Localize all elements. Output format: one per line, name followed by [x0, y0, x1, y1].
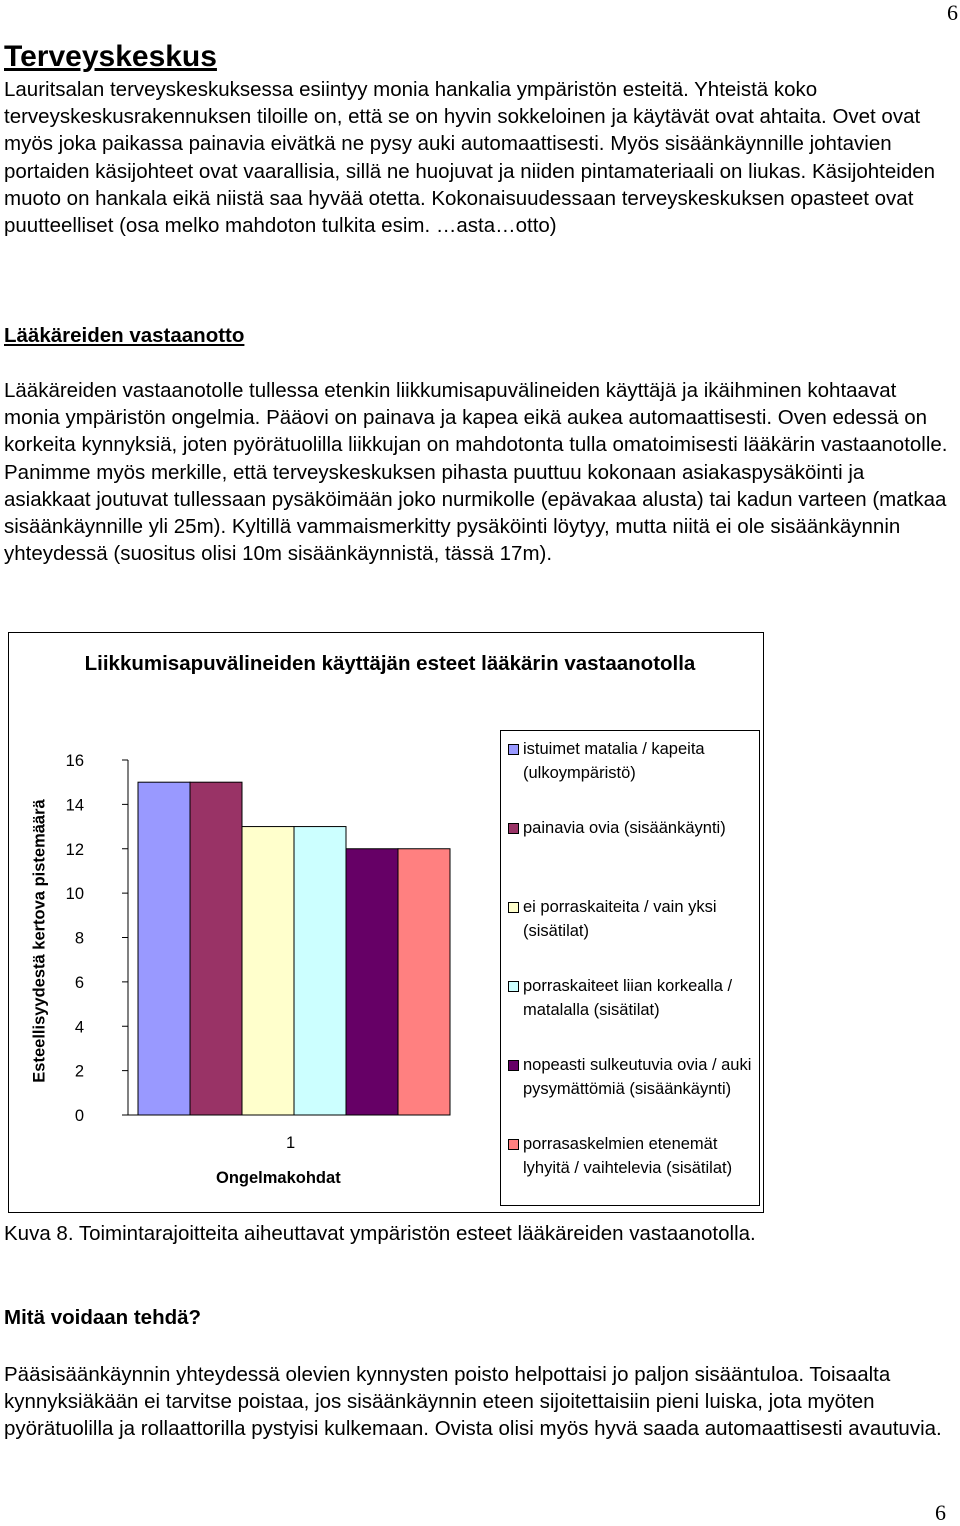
legend-label: nopeasti sulkeutuvia ovia / auki pysymättömiä (sisäänkäynti): [523, 1056, 752, 1098]
y-tick-label: 10: [65, 885, 84, 904]
legend-item: [508, 1053, 758, 1101]
chart-title: Liikkumisapuvälineiden käyttäjän esteet lääkärin vastaanotolla: [84, 652, 696, 675]
legend-item: [508, 816, 758, 840]
legend-item: [508, 974, 758, 1022]
legend-label: porraskaiteet liian korkealla / matalalla (sisätilat): [523, 977, 733, 1019]
legend-label: istuimet matalia / kapeita (ulkoympäristö): [523, 740, 705, 782]
section-paragraph: Lääkäreiden vastaanotolle tullessa etenkin liikkumisapuvälineiden käyttäjä ja ikäihminen kohtaavat monia ympäristön ongelmia. Pääovi on painava ja kapea eikä aukea automaattisesti. Oven edessä on korkeita kynnyksiä, joten pyörätuolilla liikkujan on mahdotonta tulla omatoimisesti lääkärin vastaanotolle. Panimme myös merkille, että terveyskeskuksen pihasta puuttuu kokonaan asiakaspysäköinti ja asiakkaat joutuvat tullessaan pysäköimään joko nurmikolle (epävakaa alusta) tai kadun varteen (matkaa sisäänkäynnille yli 25m). Kyltillä vammaismerkitty pysäköinti löytyy, mutta niitä ei ole sisäänkäynnin yhteydessä (suositus olisi 10m sisäänkäynnistä, tässä 17m).: [4, 379, 948, 566]
answer-paragraph: Pääsisäänkäynnin yhteydessä olevien kynnysten poisto helpottaisi jo paljon sisääntuloa. Toisaalta kynnyksiäkään ei tarvitse poistaa, jos sisäänkäynnin eteen sijoitettaisiin pieni luiska, jota myöten pyörätuolilla ja rollaattorilla pystyisi kulkemaan. Ovista olisi myös hyvä saada automaattisesti avautuvia.: [4, 1363, 942, 1441]
page-number-top: 6: [947, 0, 958, 25]
x-axis-title: Ongelmakohdat: [216, 1169, 341, 1187]
legend-swatch: [508, 823, 519, 834]
y-tick-label: 12: [65, 840, 84, 859]
legend-item: [508, 737, 758, 785]
intro-paragraph: Lauritsalan terveyskeskuksessa esiintyy monia hankalia ympäristön esteitä. Yhteistä koko terveyskeskusrakennuksen tiloille on, että se on hyvin sokkeloinen ja käytävät ovat ahtaita. Ovet ovat myös joka paikassa painavia eivätkä ne pysy auki automaattisesti. Myös sisäänkäynnille johtavien portaiden käsijohteet ovat vaarallisia, sillä ne huojuvat ja niiden pintamateriaali on liukas. Käsijohteiden muoto on hankala eikä niistä saa hyvää otetta. Kokonaisuudessaan terveyskeskuksen opasteet ovat puutteelliset (osa melko mahdoton tulkita esim. …asta…otto): [4, 78, 936, 238]
page-title: Terveyskeskus: [4, 40, 217, 73]
y-tick-label: 14: [65, 796, 84, 815]
y-tick-label: 0: [74, 1107, 84, 1125]
y-tick-label: 6: [74, 973, 84, 992]
page-number-bottom: 6: [935, 1500, 946, 1525]
legend-label: ei porraskaiteita / vain yksi (sisätilat): [523, 898, 717, 940]
y-tick-label: 2: [74, 1062, 84, 1081]
legend-swatch: [508, 981, 519, 992]
y-tick-label: 8: [74, 929, 84, 948]
legend-label: porrasaskelmien etenemät lyhyitä / vaihtelevia (sisätilat): [523, 1135, 733, 1177]
legend-item: [508, 1132, 758, 1180]
legend-label: painavia ovia (sisäänkäynti): [523, 819, 726, 837]
legend-swatch: [508, 1139, 519, 1150]
legend-item: [508, 895, 758, 943]
x-category-label: 1: [286, 1134, 296, 1152]
legend-swatch: [508, 902, 519, 913]
y-tick-label: 4: [74, 1018, 84, 1037]
y-axis-title: Esteellisyydestä kertova pistemäärä: [30, 799, 49, 1083]
legend-swatch: [508, 1060, 519, 1071]
legend-swatch: [508, 744, 519, 755]
section-heading: Lääkäreiden vastaanotto: [4, 324, 245, 347]
figure-caption: Kuva 8. Toimintarajoitteita aiheuttavat ympäristön esteet lääkäreiden vastaanotolla.: [4, 1222, 756, 1245]
question-heading: Mitä voidaan tehdä?: [4, 1306, 202, 1329]
y-tick-label: 16: [65, 752, 84, 770]
